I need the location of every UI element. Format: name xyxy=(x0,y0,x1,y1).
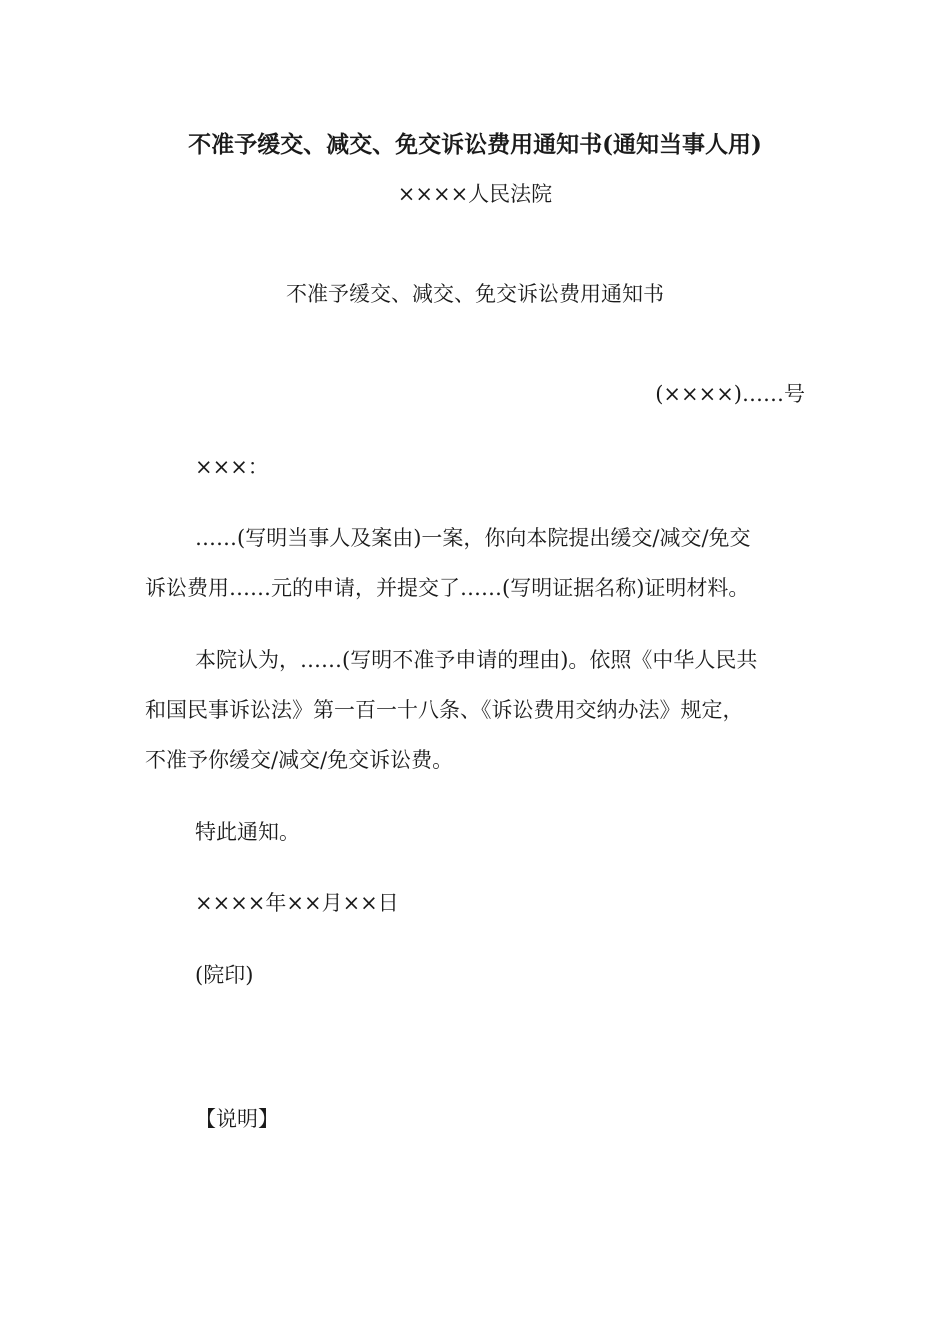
document-number: (××××)……号 xyxy=(655,382,805,406)
notes-heading: 【说明】 xyxy=(195,1107,279,1131)
court-name: ××××人民法院 xyxy=(397,182,553,206)
notice-subtitle: 不准予缓交、减交、免交诉讼费用通知书 xyxy=(286,282,664,306)
document-title: 不准予缓交、减交、免交诉讼费用通知书(通知当事人用) xyxy=(188,131,762,158)
court-seal-note: (院印) xyxy=(195,963,254,987)
paragraph1-line2: 诉讼费用……元的申请，并提交了……(写明证据名称)证明材料。 xyxy=(145,576,750,600)
issue-date: ××××年××月××日 xyxy=(195,891,399,915)
paragraph2-line3: 不准予你缓交/减交/免交诉讼费。 xyxy=(145,748,454,772)
closing-text: 特此通知。 xyxy=(195,820,300,844)
addressee: ×××： xyxy=(195,455,269,479)
paragraph2-line2: 和国民事诉讼法》第一百一十八条、《诉讼费用交纳办法》规定， xyxy=(145,698,744,722)
paragraph2-line1: 本院认为，……(写明不准予申请的理由)。依照《中华人民共 xyxy=(195,648,758,672)
paragraph1-line1: ……(写明当事人及案由)一案，你向本院提出缓交/减交/免交 xyxy=(195,526,751,550)
